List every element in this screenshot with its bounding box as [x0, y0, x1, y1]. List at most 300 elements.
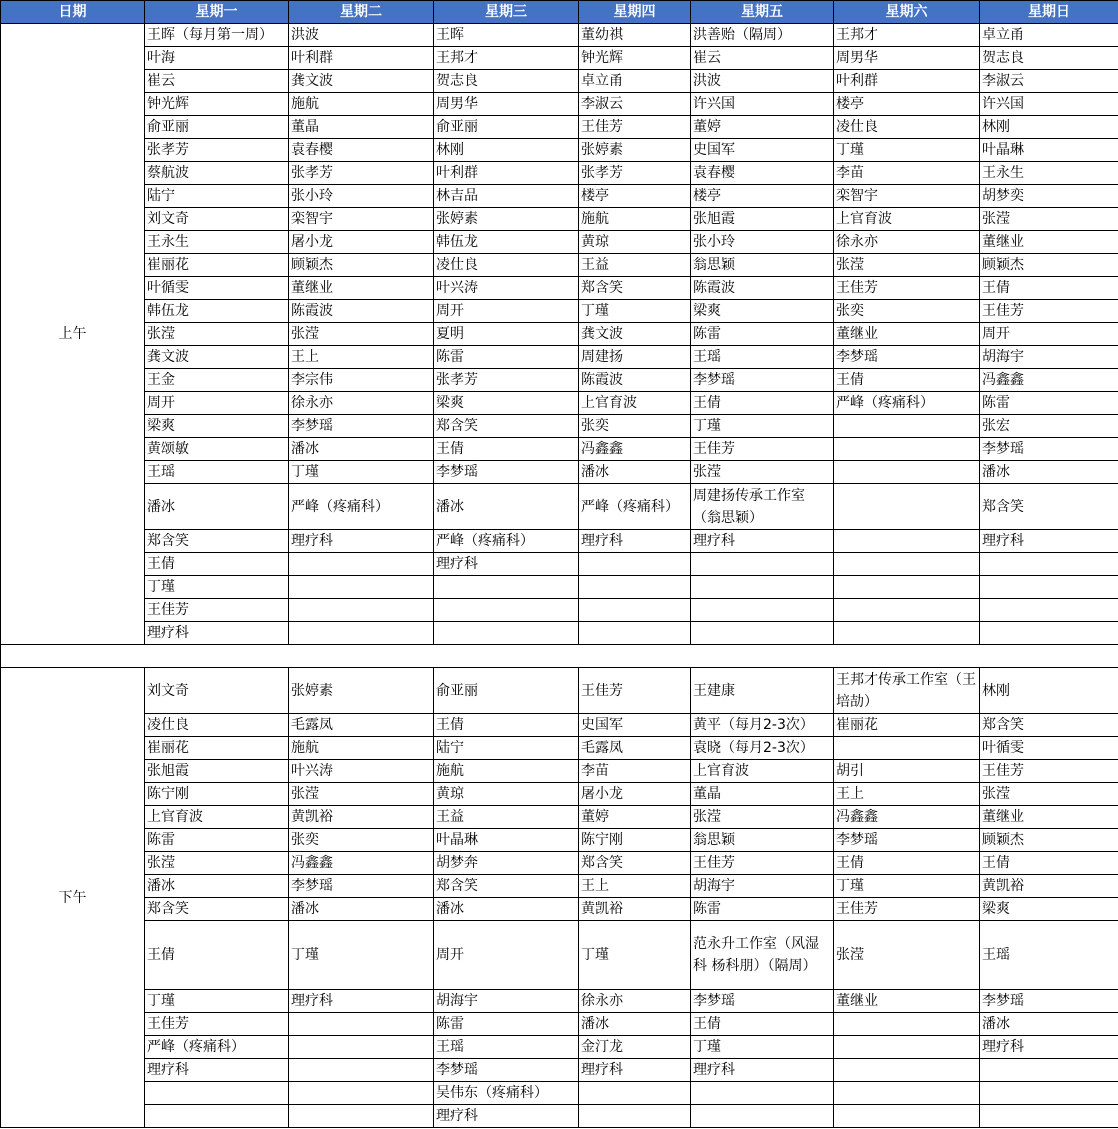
- schedule-cell: [980, 1105, 1118, 1128]
- morning-row: [1, 139, 1118, 162]
- schedule-cell: [834, 576, 980, 599]
- schedule-cell: 郑含笑: [145, 530, 289, 553]
- schedule-cell: [834, 438, 980, 461]
- schedule-cell: 袁春樱: [289, 139, 434, 162]
- schedule-cell: 黄平（每月2-3次）: [691, 714, 834, 737]
- morning-row: [1, 208, 1118, 231]
- morning-row: [1, 162, 1118, 185]
- schedule-cell: 上官育波: [834, 208, 980, 231]
- schedule-cell: 董晶: [289, 116, 434, 139]
- schedule-cell: 徐永亦: [579, 990, 691, 1013]
- schedule-cell: 林刚: [980, 668, 1118, 714]
- schedule-cell: 王金: [145, 369, 289, 392]
- schedule-cell: 严峰（疼痛科）: [289, 484, 434, 530]
- schedule-cell: 张奕: [579, 415, 691, 438]
- schedule-cell: 陈雷: [434, 346, 579, 369]
- schedule-cell: 凌仕良: [434, 254, 579, 277]
- schedule-cell: 理疗科: [579, 1059, 691, 1082]
- schedule-cell: 陈霞波: [579, 369, 691, 392]
- schedule-cell: 楼亭: [834, 93, 980, 116]
- schedule-cell: 栾智宇: [834, 185, 980, 208]
- schedule-cell: 叶利群: [434, 162, 579, 185]
- schedule-cell: 王建康: [691, 668, 834, 714]
- schedule-cell: 郑含笑: [145, 898, 289, 921]
- schedule-cell: 周建扬传承工作室（翁思颖）: [691, 484, 834, 530]
- schedule-cell: [980, 553, 1118, 576]
- schedule-cell: 黄凯裕: [289, 806, 434, 829]
- schedule-cell: 董继业: [289, 277, 434, 300]
- schedule-cell: 王佳芳: [579, 116, 691, 139]
- schedule-cell: 俞亚丽: [434, 668, 579, 714]
- schedule-cell: 张滢: [834, 254, 980, 277]
- schedule-cell: 张滢: [691, 461, 834, 484]
- schedule-cell: [980, 1059, 1118, 1082]
- schedule-cell: 理疗科: [289, 530, 434, 553]
- schedule-cell: 董婷: [691, 116, 834, 139]
- schedule-cell: 胡引: [834, 760, 980, 783]
- schedule-cell: 陈宁刚: [145, 783, 289, 806]
- morning-row: [1, 553, 1118, 576]
- afternoon-row: [1, 668, 1118, 714]
- schedule-cell: [834, 530, 980, 553]
- schedule-cell: 王倩: [145, 921, 289, 990]
- schedule-cell: [834, 1105, 980, 1128]
- schedule-cell: [691, 599, 834, 622]
- afternoon-row: [1, 875, 1118, 898]
- schedule-cell: [579, 1105, 691, 1128]
- schedule-cell: 韩伍龙: [434, 231, 579, 254]
- schedule-cell: 俞亚丽: [145, 116, 289, 139]
- schedule-cell: 吴伟东（疼痛科）: [434, 1082, 579, 1105]
- schedule-cell: 施航: [289, 93, 434, 116]
- schedule-cell: 周男华: [834, 47, 980, 70]
- schedule-cell: 洪波: [691, 70, 834, 93]
- schedule-cell: [834, 484, 980, 530]
- morning-row: [1, 300, 1118, 323]
- schedule-cell: 王永生: [980, 162, 1118, 185]
- header-monday: 星期一: [145, 1, 289, 24]
- schedule-cell: 毛露凤: [579, 737, 691, 760]
- schedule-cell: 张奕: [834, 300, 980, 323]
- afternoon-row: [1, 1082, 1118, 1105]
- schedule-cell: 叶晶琳: [434, 829, 579, 852]
- schedule-cell: 蔡航波: [145, 162, 289, 185]
- schedule-cell: 黄凯裕: [980, 875, 1118, 898]
- schedule-cell: [289, 1105, 434, 1128]
- morning-row: [1, 24, 1118, 47]
- schedule-cell: 王倩: [980, 852, 1118, 875]
- schedule-cell: 栾智宇: [289, 208, 434, 231]
- schedule-cell: 张滢: [145, 323, 289, 346]
- afternoon-row: [1, 1059, 1118, 1082]
- schedule-cell: [434, 576, 579, 599]
- morning-row: [1, 484, 1118, 530]
- schedule-cell: 王瑶: [691, 346, 834, 369]
- schedule-cell: 黄凯裕: [579, 898, 691, 921]
- schedule-cell: 王上: [579, 875, 691, 898]
- schedule-cell: 楼亭: [579, 185, 691, 208]
- schedule-cell: 林刚: [980, 116, 1118, 139]
- header-saturday: 星期六: [834, 1, 980, 24]
- schedule-cell: 林刚: [434, 139, 579, 162]
- schedule-cell: 王佳芳: [691, 852, 834, 875]
- schedule-cell: 叶海: [145, 47, 289, 70]
- schedule-cell: 陈雷: [691, 323, 834, 346]
- schedule-cell: 叶利群: [834, 70, 980, 93]
- schedule-cell: 张滢: [691, 806, 834, 829]
- schedule-cell: [691, 576, 834, 599]
- schedule-cell: 顾颖杰: [980, 254, 1118, 277]
- schedule-cell: [145, 1082, 289, 1105]
- schedule-cell: 王晖（每月第一周）: [145, 24, 289, 47]
- schedule-cell: 董幼祺: [579, 24, 691, 47]
- schedule-cell: 施航: [289, 737, 434, 760]
- schedule-cell: 王佳芳: [691, 438, 834, 461]
- afternoon-row: [1, 737, 1118, 760]
- schedule-cell: 徐永亦: [834, 231, 980, 254]
- morning-row: [1, 93, 1118, 116]
- schedule-cell: 徐永亦: [289, 392, 434, 415]
- schedule-cell: 张旭霞: [145, 760, 289, 783]
- schedule-cell: 李梦瑶: [980, 438, 1118, 461]
- schedule-cell: 李梦瑶: [834, 829, 980, 852]
- schedule-cell: 钟光辉: [579, 47, 691, 70]
- schedule-cell: 李淑云: [980, 70, 1118, 93]
- header-thursday: 星期四: [579, 1, 691, 24]
- schedule-cell: 上官育波: [579, 392, 691, 415]
- schedule-cell: 崔丽花: [834, 714, 980, 737]
- section-spacer-row: [1, 645, 1118, 668]
- schedule-cell: 顾颖杰: [289, 254, 434, 277]
- schedule-cell: 陆宁: [434, 737, 579, 760]
- morning-row: [1, 599, 1118, 622]
- schedule-cell: 张小玲: [289, 185, 434, 208]
- schedule-cell: 王瑶: [145, 461, 289, 484]
- schedule-cell: 胡海宇: [980, 346, 1118, 369]
- schedule-cell: 张滢: [289, 783, 434, 806]
- schedule-cell: [289, 599, 434, 622]
- schedule-cell: 王佳芳: [980, 300, 1118, 323]
- schedule-cell: [579, 1082, 691, 1105]
- schedule-cell: 李梦瑶: [691, 369, 834, 392]
- schedule-cell: 王倩: [434, 714, 579, 737]
- schedule-cell: 张滢: [145, 852, 289, 875]
- schedule-cell: 崔云: [145, 70, 289, 93]
- schedule-cell: 王上: [289, 346, 434, 369]
- schedule-cell: [834, 1036, 980, 1059]
- schedule-cell: 郑含笑: [980, 484, 1118, 530]
- schedule-cell: 丁瑾: [834, 875, 980, 898]
- schedule-cell: [834, 1082, 980, 1105]
- schedule-cell: [834, 599, 980, 622]
- schedule-cell: 周建扬: [579, 346, 691, 369]
- schedule-cell: 上官育波: [691, 760, 834, 783]
- morning-row: [1, 185, 1118, 208]
- schedule-cell: 胡梦奔: [434, 852, 579, 875]
- schedule-cell: 李苗: [579, 760, 691, 783]
- schedule-cell: 严峰（疼痛科）: [834, 392, 980, 415]
- afternoon-row: [1, 1036, 1118, 1059]
- afternoon-row: [1, 1105, 1118, 1128]
- schedule-cell: 梁爽: [434, 392, 579, 415]
- schedule-cell: 王瑶: [434, 1036, 579, 1059]
- schedule-cell: 上官育波: [145, 806, 289, 829]
- schedule-cell: 叶利群: [289, 47, 434, 70]
- schedule-cell: 潘冰: [145, 484, 289, 530]
- schedule-cell: 林吉品: [434, 185, 579, 208]
- schedule-cell: 周开: [145, 392, 289, 415]
- schedule-cell: 胡梦奕: [980, 185, 1118, 208]
- schedule-cell: [834, 1059, 980, 1082]
- schedule-cell: 丁瑾: [691, 1036, 834, 1059]
- schedule-cell: 陈霞波: [691, 277, 834, 300]
- schedule-cell: 刘文奇: [145, 208, 289, 231]
- schedule-cell: [434, 599, 579, 622]
- schedule-cell: 洪善贻（隔周）: [691, 24, 834, 47]
- schedule-cell: 周男华: [434, 93, 579, 116]
- schedule-cell: 丁瑾: [834, 139, 980, 162]
- schedule-cell: 郑含笑: [579, 277, 691, 300]
- schedule-cell: 陆宁: [145, 185, 289, 208]
- schedule-cell: 王倩: [145, 553, 289, 576]
- schedule-cell: 钟光辉: [145, 93, 289, 116]
- schedule-cell: 陈霞波: [289, 300, 434, 323]
- schedule-cell: 屠小龙: [579, 783, 691, 806]
- schedule-cell: 丁瑾: [145, 576, 289, 599]
- schedule-cell: 理疗科: [691, 530, 834, 553]
- morning-row: [1, 277, 1118, 300]
- afternoon-row: [1, 921, 1118, 990]
- schedule-cell: 黄琼: [579, 231, 691, 254]
- schedule-cell: 潘冰: [289, 438, 434, 461]
- schedule-cell: 黄琼: [434, 783, 579, 806]
- morning-row: [1, 576, 1118, 599]
- schedule-cell: 理疗科: [691, 1059, 834, 1082]
- afternoon-row: [1, 829, 1118, 852]
- afternoon-row: [1, 806, 1118, 829]
- schedule-cell: 陈雷: [691, 898, 834, 921]
- schedule-cell: 郑含笑: [579, 852, 691, 875]
- afternoon-row: [1, 714, 1118, 737]
- morning-row: [1, 415, 1118, 438]
- schedule-cell: 许兴国: [691, 93, 834, 116]
- header-tuesday: 星期二: [289, 1, 434, 24]
- schedule-cell: 张婷素: [434, 208, 579, 231]
- schedule-cell: 李梦瑶: [834, 346, 980, 369]
- schedule-cell: 张小玲: [691, 231, 834, 254]
- schedule-cell: 张滢: [834, 921, 980, 990]
- schedule-cell: 丁瑾: [691, 415, 834, 438]
- schedule-cell: [145, 1105, 289, 1128]
- schedule-cell: 叶晶琳: [980, 139, 1118, 162]
- schedule-cell: 董继业: [834, 323, 980, 346]
- schedule-cell: 张孝芳: [289, 162, 434, 185]
- schedule-cell: 张奕: [289, 829, 434, 852]
- section-spacer: [1, 645, 1118, 668]
- schedule-cell: 许兴国: [980, 93, 1118, 116]
- morning-row: [1, 323, 1118, 346]
- schedule-cell: 金汀龙: [579, 1036, 691, 1059]
- schedule-cell: 王瑶: [980, 921, 1118, 990]
- schedule-cell: 王益: [579, 254, 691, 277]
- schedule-cell: 王益: [434, 806, 579, 829]
- schedule-cell: 翁思颖: [691, 829, 834, 852]
- schedule-cell: 李苗: [834, 162, 980, 185]
- schedule-cell: 王倩: [834, 852, 980, 875]
- schedule-cell: 楼亭: [691, 185, 834, 208]
- schedule-cell: 严峰（疼痛科）: [145, 1036, 289, 1059]
- schedule-cell: 崔云: [691, 47, 834, 70]
- schedule-cell: 潘冰: [579, 461, 691, 484]
- morning-row: [1, 622, 1118, 645]
- schedule-cell: 王佳芳: [145, 599, 289, 622]
- schedule-cell: 刘文奇: [145, 668, 289, 714]
- schedule-cell: 叶兴涛: [434, 277, 579, 300]
- schedule-cell: 丁瑾: [579, 921, 691, 990]
- afternoon-period-label: 下午: [1, 668, 145, 1128]
- schedule-cell: 李淑云: [579, 93, 691, 116]
- morning-row: [1, 116, 1118, 139]
- schedule-cell: 范永升工作室（风湿科 杨科朋）（隔周）: [691, 921, 834, 990]
- schedule-cell: 王邦才: [834, 24, 980, 47]
- afternoon-row: [1, 783, 1118, 806]
- schedule-cell: [434, 622, 579, 645]
- schedule-cell: 王倩: [691, 392, 834, 415]
- schedule-cell: 张孝芳: [145, 139, 289, 162]
- schedule-cell: 袁春樱: [691, 162, 834, 185]
- schedule-cell: 潘冰: [980, 1013, 1118, 1036]
- schedule-cell: 黄颂敏: [145, 438, 289, 461]
- morning-row: [1, 70, 1118, 93]
- schedule-cell: 王倩: [980, 277, 1118, 300]
- schedule-cell: [834, 737, 980, 760]
- schedule-cell: 胡海宇: [434, 990, 579, 1013]
- morning-row: [1, 438, 1118, 461]
- schedule-cell: 毛露凤: [289, 714, 434, 737]
- afternoon-row: [1, 990, 1118, 1013]
- schedule-cell: 张孝芳: [579, 162, 691, 185]
- schedule-cell: 张滢: [980, 208, 1118, 231]
- schedule-cell: [289, 553, 434, 576]
- morning-row: [1, 461, 1118, 484]
- schedule-cell: 王邦才: [434, 47, 579, 70]
- schedule-cell: 洪波: [289, 24, 434, 47]
- schedule-cell: 龚文波: [289, 70, 434, 93]
- schedule-cell: 叶循雯: [145, 277, 289, 300]
- schedule-cell: [579, 553, 691, 576]
- schedule-cell: 冯鑫鑫: [980, 369, 1118, 392]
- schedule-cell: [579, 599, 691, 622]
- schedule-cell: [691, 1082, 834, 1105]
- schedule-cell: 理疗科: [434, 553, 579, 576]
- schedule-cell: 理疗科: [980, 530, 1118, 553]
- schedule-cell: 张宏: [980, 415, 1118, 438]
- schedule-cell: 顾颖杰: [980, 829, 1118, 852]
- schedule-cell: [691, 553, 834, 576]
- schedule-cell: 周开: [980, 323, 1118, 346]
- schedule-cell: 史国军: [691, 139, 834, 162]
- schedule-cell: 董继业: [980, 806, 1118, 829]
- schedule-cell: 夏明: [434, 323, 579, 346]
- schedule-cell: 袁晓（每月2-3次）: [691, 737, 834, 760]
- schedule-cell: [289, 1082, 434, 1105]
- header-wednesday: 星期三: [434, 1, 579, 24]
- schedule-cell: 贺志良: [434, 70, 579, 93]
- schedule-cell: 王倩: [434, 438, 579, 461]
- schedule-cell: 冯鑫鑫: [289, 852, 434, 875]
- schedule-cell: 施航: [434, 760, 579, 783]
- schedule-cell: 周开: [434, 300, 579, 323]
- schedule-cell: 冯鑫鑫: [579, 438, 691, 461]
- afternoon-row: [1, 898, 1118, 921]
- morning-period-label: 上午: [1, 24, 145, 645]
- schedule-cell: 严峰（疼痛科）: [579, 484, 691, 530]
- schedule-cell: 张婷素: [579, 139, 691, 162]
- schedule-cell: 陈雷: [434, 1013, 579, 1036]
- schedule-cell: 理疗科: [579, 530, 691, 553]
- schedule-cell: 董继业: [834, 990, 980, 1013]
- schedule-cell: 潘冰: [434, 484, 579, 530]
- schedule-cell: 理疗科: [434, 1105, 579, 1128]
- schedule-cell: 王倩: [691, 1013, 834, 1036]
- schedule-cell: 龚文波: [145, 346, 289, 369]
- schedule-cell: 叶循雯: [980, 737, 1118, 760]
- schedule-cell: 李梦瑶: [691, 990, 834, 1013]
- schedule-cell: 李梦瑶: [980, 990, 1118, 1013]
- schedule-cell: 张滢: [980, 783, 1118, 806]
- schedule-cell: [980, 576, 1118, 599]
- schedule-cell: 陈雷: [145, 829, 289, 852]
- schedule-cell: 张滢: [289, 323, 434, 346]
- schedule-cell: 丁瑾: [289, 461, 434, 484]
- header-date: 日期: [1, 1, 145, 24]
- schedule-cell: 凌仕良: [834, 116, 980, 139]
- schedule-cell: 卓立甬: [579, 70, 691, 93]
- schedule-cell: 梁爽: [145, 415, 289, 438]
- schedule-cell: 郑含笑: [434, 415, 579, 438]
- schedule-cell: 潘冰: [434, 898, 579, 921]
- schedule-cell: 李梦瑶: [289, 875, 434, 898]
- schedule-cell: 王佳芳: [834, 898, 980, 921]
- schedule-cell: [289, 576, 434, 599]
- schedule-cell: 李宗伟: [289, 369, 434, 392]
- schedule-cell: 董婷: [579, 806, 691, 829]
- schedule-cell: [289, 622, 434, 645]
- schedule-cell: 潘冰: [980, 461, 1118, 484]
- morning-row: [1, 369, 1118, 392]
- schedule-cell: 王倩: [834, 369, 980, 392]
- schedule-cell: 理疗科: [145, 1059, 289, 1082]
- afternoon-row: [1, 760, 1118, 783]
- schedule-cell: 翁思颖: [691, 254, 834, 277]
- morning-row: [1, 530, 1118, 553]
- schedule-cell: 屠小龙: [289, 231, 434, 254]
- schedule-cell: 王佳芳: [145, 1013, 289, 1036]
- schedule-cell: [289, 1036, 434, 1059]
- schedule-cell: [691, 1105, 834, 1128]
- schedule-cell: 卓立甬: [980, 24, 1118, 47]
- schedule-cell: 张旭霞: [691, 208, 834, 231]
- schedule-cell: 王晖: [434, 24, 579, 47]
- schedule-cell: [579, 576, 691, 599]
- schedule-cell: 梁爽: [691, 300, 834, 323]
- schedule-cell: 郑含笑: [434, 875, 579, 898]
- schedule-cell: [980, 599, 1118, 622]
- morning-row: [1, 392, 1118, 415]
- schedule-cell: [834, 461, 980, 484]
- schedule-cell: 严峰（疼痛科）: [434, 530, 579, 553]
- schedule-cell: 梁爽: [980, 898, 1118, 921]
